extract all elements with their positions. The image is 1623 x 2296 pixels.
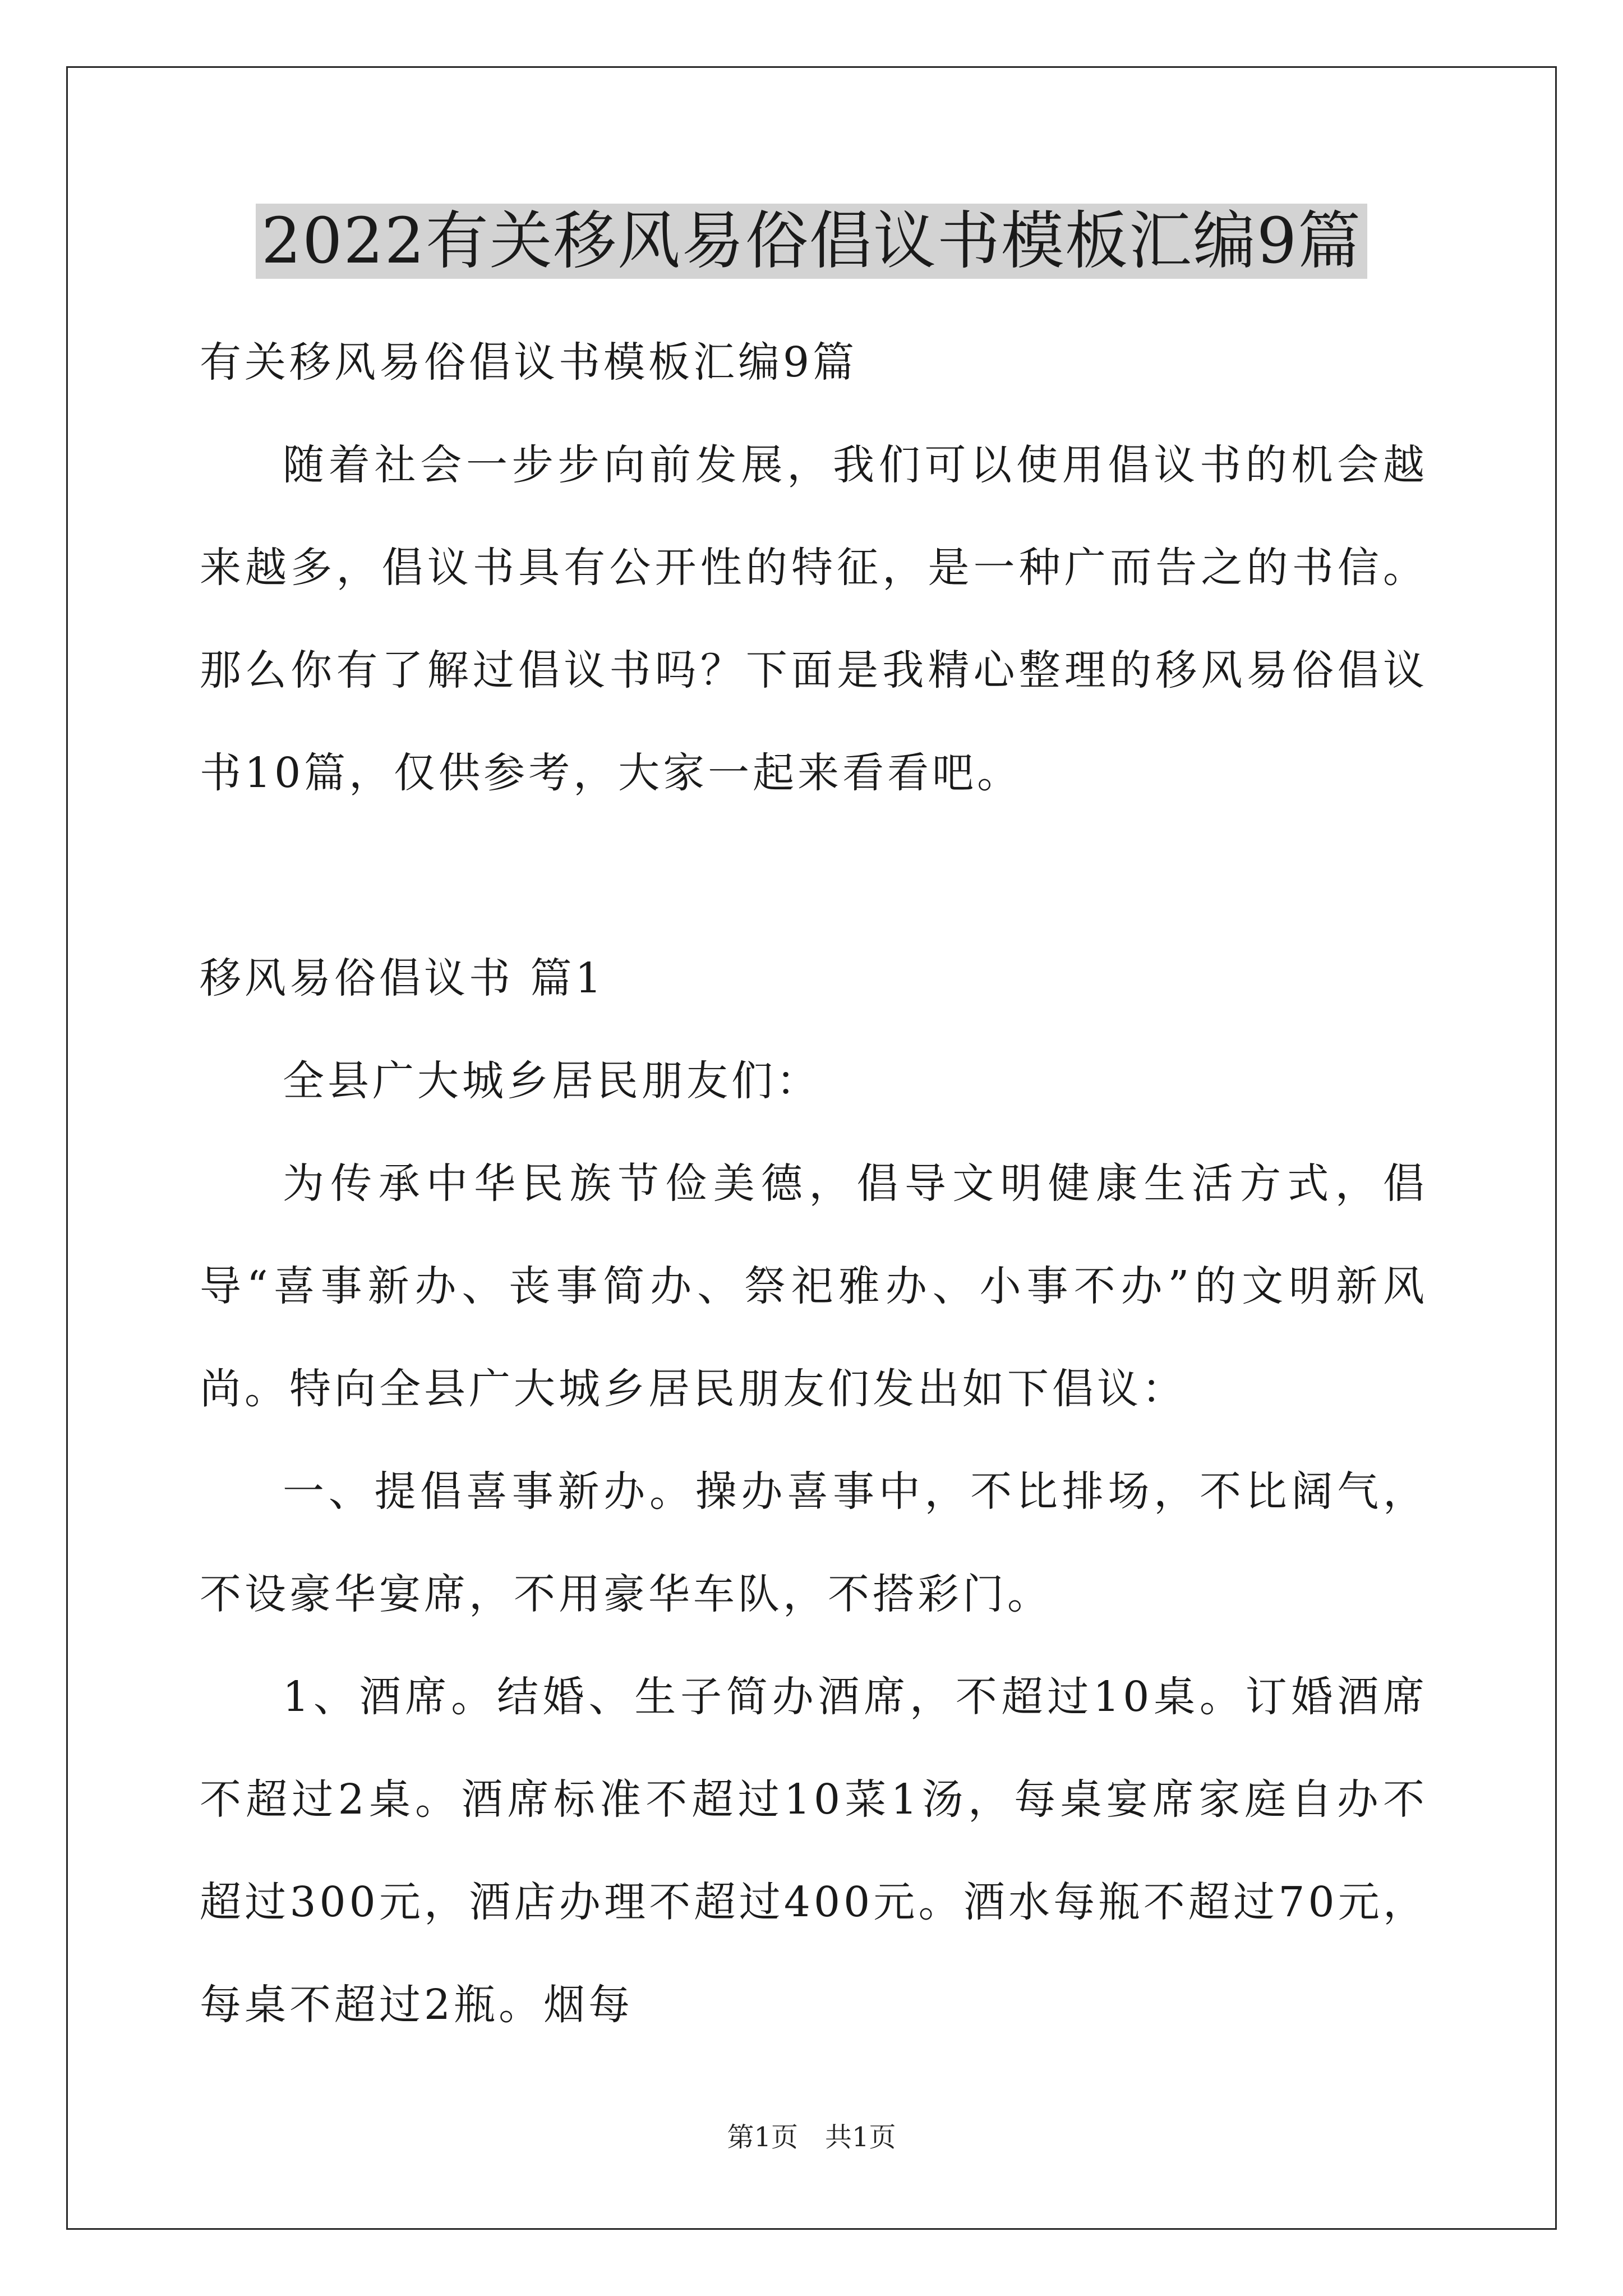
page-footer: 第1页 共1页 bbox=[727, 2122, 896, 2153]
paragraph-purpose: 为传承中华民族节俭美德，倡导文明健康生活方式，倡导“喜事新办、丧事简办、祭祀雅办、小事不办”的文明新风尚。特向全县广大城乡居民朋友们发出如下倡议： bbox=[200, 1159, 1428, 1413]
paragraph-spacer bbox=[200, 825, 1428, 927]
paragraph-item-1-1: 1、酒席。结婚、生子简办酒席，不超过10桌。订婚酒席不超过2桌。酒席标准不超过10菜1汤，每桌宴席家庭自办不超过300元，酒店办理不超过400元。酒水每瓶不超过70元，每桌不超过2瓶。烟每 bbox=[200, 1673, 1428, 2029]
document-body bbox=[200, 311, 1428, 2056]
document-title bbox=[0, 199, 1623, 283]
paragraph-salutation: 全县广大城乡居民朋友们： bbox=[283, 1057, 821, 1105]
paragraph-item-1: 一、提倡喜事新办。操办喜事中，不比排场，不比阔气，不设豪华宴席，不用豪华车队，不搭彩门。 bbox=[200, 1467, 1428, 1618]
paragraph-intro: 随着社会一步步向前发展，我们可以使用倡议书的机会越来越多，倡议书具有公开性的特征，是一种广而告之的书信。那么你有了解过倡议书吗？下面是我精心整理的移风易俗倡议书10篇，仅供参考，大家一起来看看吧。 bbox=[200, 441, 1428, 797]
document-title-text: 2022有关移风易俗倡议书模板汇编9篇 bbox=[256, 204, 1367, 279]
paragraph-subtitle: 有关移风易俗倡议书模板汇编9篇 bbox=[200, 338, 858, 386]
section-heading: 移风易俗倡议书 篇1 bbox=[200, 954, 605, 1002]
